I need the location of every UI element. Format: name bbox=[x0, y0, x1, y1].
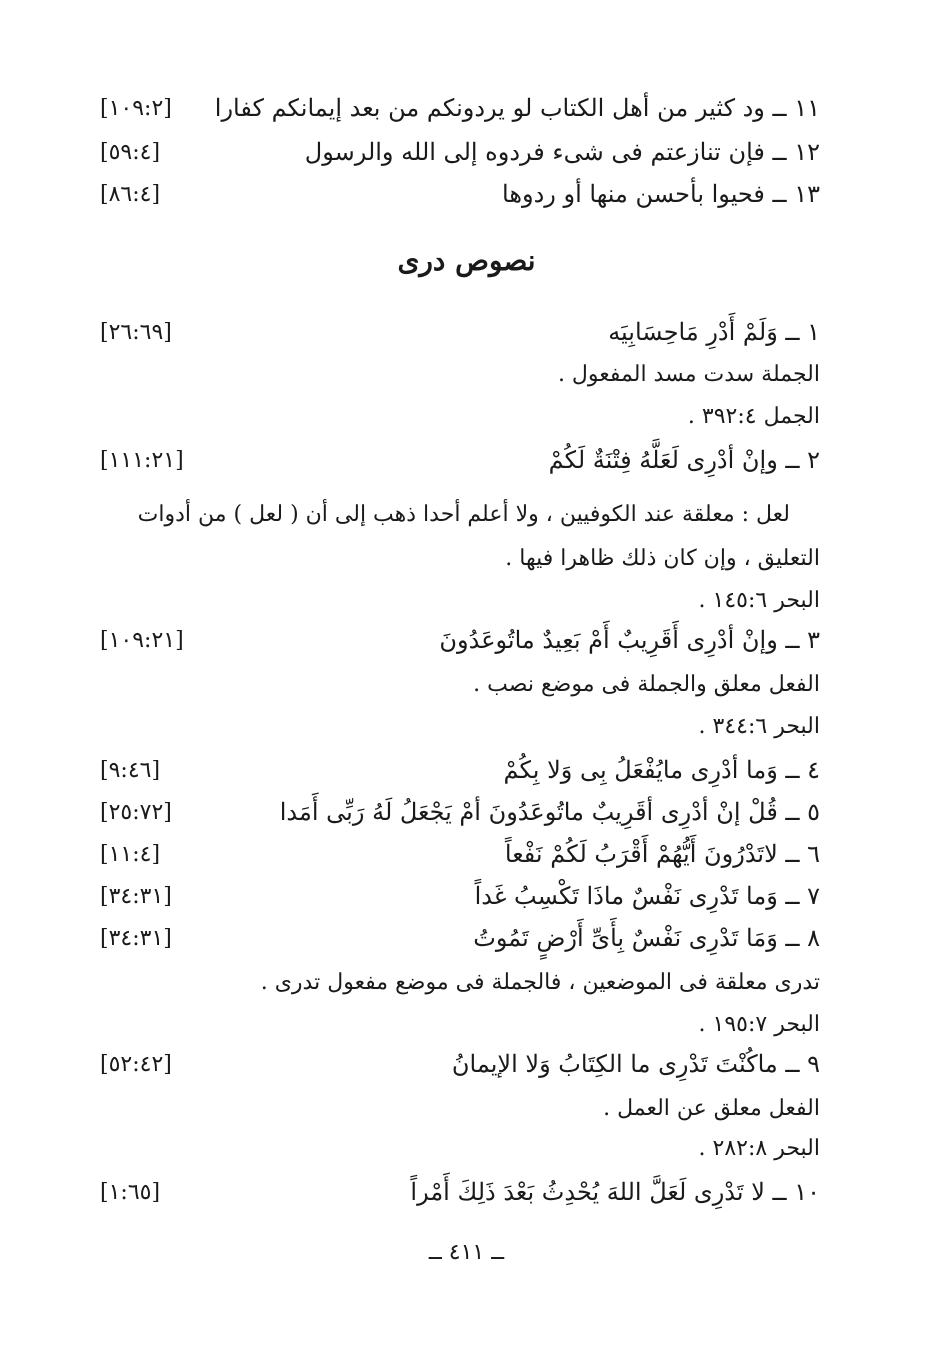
verse-text: ١٠ ــ لا تَدْرِى لَعَلَّ اللهَ يُحْدِثُ بَعْدَ ذَلِكَ أَمْراً bbox=[410, 1178, 820, 1206]
verse-reference: [١٠٩:٢١] bbox=[100, 627, 184, 653]
verse-reference: [١٠٩:٢] bbox=[100, 95, 172, 121]
source-line bbox=[100, 1004, 820, 1044]
note-line bbox=[100, 664, 820, 704]
source-citation: البحر ١٩٥:٧ . bbox=[698, 1011, 820, 1037]
source-line bbox=[100, 1128, 820, 1168]
verse-text: ٣ ــ وإنْ أدْرِى أَقَرِيبٌ أَمْ بَعِيدٌ ماتُوعَدُونَ bbox=[439, 626, 820, 654]
verse-reference: [٩:٤٦] bbox=[100, 757, 161, 783]
section-title: نصوص درى bbox=[397, 244, 536, 277]
verse-text: ١١ ــ ود كثير من أهل الكتاب لو يردونكم من بعد إيمانكم كفارا bbox=[214, 94, 820, 122]
verse-reference: [٨٦:٤] bbox=[100, 181, 161, 207]
verse-text: ٥ ــ قُلْ إنْ أدْرِى أقَرِيبٌ ماتُوعَدُونَ أمْ يَجْعَلُ لَهُ رَبِّى أَمَدا bbox=[279, 798, 820, 826]
verse-line-1 bbox=[100, 312, 820, 352]
source-citation: الجمل ٣٩٢:٤ . bbox=[687, 403, 820, 429]
verse-reference: [٢٥:٧٢] bbox=[100, 799, 172, 825]
verse-reference: [٢٦:٦٩] bbox=[100, 319, 172, 345]
verse-line-8 bbox=[100, 918, 820, 958]
note-line bbox=[100, 494, 810, 534]
note-line bbox=[100, 1088, 820, 1128]
verse-line-13 bbox=[100, 174, 820, 214]
verse-reference: [١:٦٥] bbox=[100, 1179, 161, 1205]
source-line bbox=[100, 396, 820, 436]
verse-line-5 bbox=[100, 792, 820, 832]
verse-reference: [١١:٤] bbox=[100, 841, 161, 867]
source-citation: البحر ٣٤٤:٦ . bbox=[698, 713, 820, 739]
verse-text: ١ ــ وَلَمْ أَدْرِ مَاحِسَابِيَه bbox=[608, 318, 820, 346]
note-text: الفعل معلق عن العمل . bbox=[603, 1095, 820, 1121]
source-citation: البحر ١٤٥:٦ . bbox=[698, 587, 820, 613]
verse-line-11 bbox=[100, 88, 820, 128]
note-text: لعل : معلقة عند الكوفيين ، ولا أعلم أحدا ذهب إلى أن ( لعل ) من أدوات bbox=[137, 501, 790, 527]
verse-line-10 bbox=[100, 1172, 820, 1212]
verse-text: ٧ ــ وَما تَدْرِى نَفْسٌ ماذَا تَكْسِبُ غَداً bbox=[474, 882, 820, 910]
verse-text: ١٣ ــ فحيوا بأحسن منها أو ردوها bbox=[502, 180, 820, 208]
verse-line-3 bbox=[100, 620, 820, 660]
verse-line-2 bbox=[100, 440, 820, 480]
verse-line-9 bbox=[100, 1044, 820, 1084]
source-line bbox=[100, 706, 820, 746]
verse-line-4 bbox=[100, 750, 820, 790]
note-text: الجملة سدت مسد المفعول . bbox=[557, 361, 820, 387]
source-citation: البحر ٢٨٢:٨ . bbox=[698, 1135, 820, 1161]
verse-text: ٩ ــ ماكُنْتَ تَدْرِى ما الكِتَابُ وَلا الإيمانُ bbox=[451, 1050, 820, 1078]
note-text: التعليق ، وإن كان ذلك ظاهرا فيها . bbox=[505, 545, 820, 571]
note-line bbox=[100, 354, 820, 394]
verse-reference: [٥٩:٤] bbox=[100, 139, 161, 165]
note-line bbox=[100, 538, 820, 578]
source-line bbox=[100, 580, 820, 620]
page-number: ــ ٤١١ ــ bbox=[428, 1240, 505, 1265]
verse-line-12 bbox=[100, 132, 820, 172]
verse-text: ٤ ــ وَما أدْرِى مايُفْعَلُ بِى وَلا بِكُمْ bbox=[503, 756, 820, 784]
verse-reference: [٥٢:٤٢] bbox=[100, 1051, 172, 1077]
verse-reference: [٣٤:٣١] bbox=[100, 925, 172, 951]
note-line bbox=[100, 962, 820, 1002]
verse-text: ٢ ــ وإنْ أدْرِى لَعَلَّهُ فِتْنَةٌ لَكُمْ bbox=[548, 446, 820, 474]
verse-line-6 bbox=[100, 834, 820, 874]
verse-text: ٨ ــ وَمَا تَدْرِى نَفْسٌ بِأَىِّ أَرْضٍ تَمُوتُ bbox=[473, 924, 820, 952]
note-text: الفعل معلق والجملة فى موضع نصب . bbox=[473, 671, 820, 697]
note-text: تدرى معلقة فى الموضعين ، فالجملة فى موضع مفعول تدرى . bbox=[260, 969, 820, 995]
verse-text: ١٢ ــ فإن تنازعتم فى شىء فردوه إلى الله والرسول bbox=[304, 138, 820, 166]
verse-reference: [٣٤:٣١] bbox=[100, 883, 172, 909]
verse-line-7 bbox=[100, 876, 820, 916]
verse-text: ٦ ــ لاتَدْرُونَ أَيُّهُمْ أَقْرَبُ لَكُمْ نَفْعاً bbox=[504, 840, 820, 868]
verse-reference: [١١١:٢١] bbox=[100, 447, 184, 473]
